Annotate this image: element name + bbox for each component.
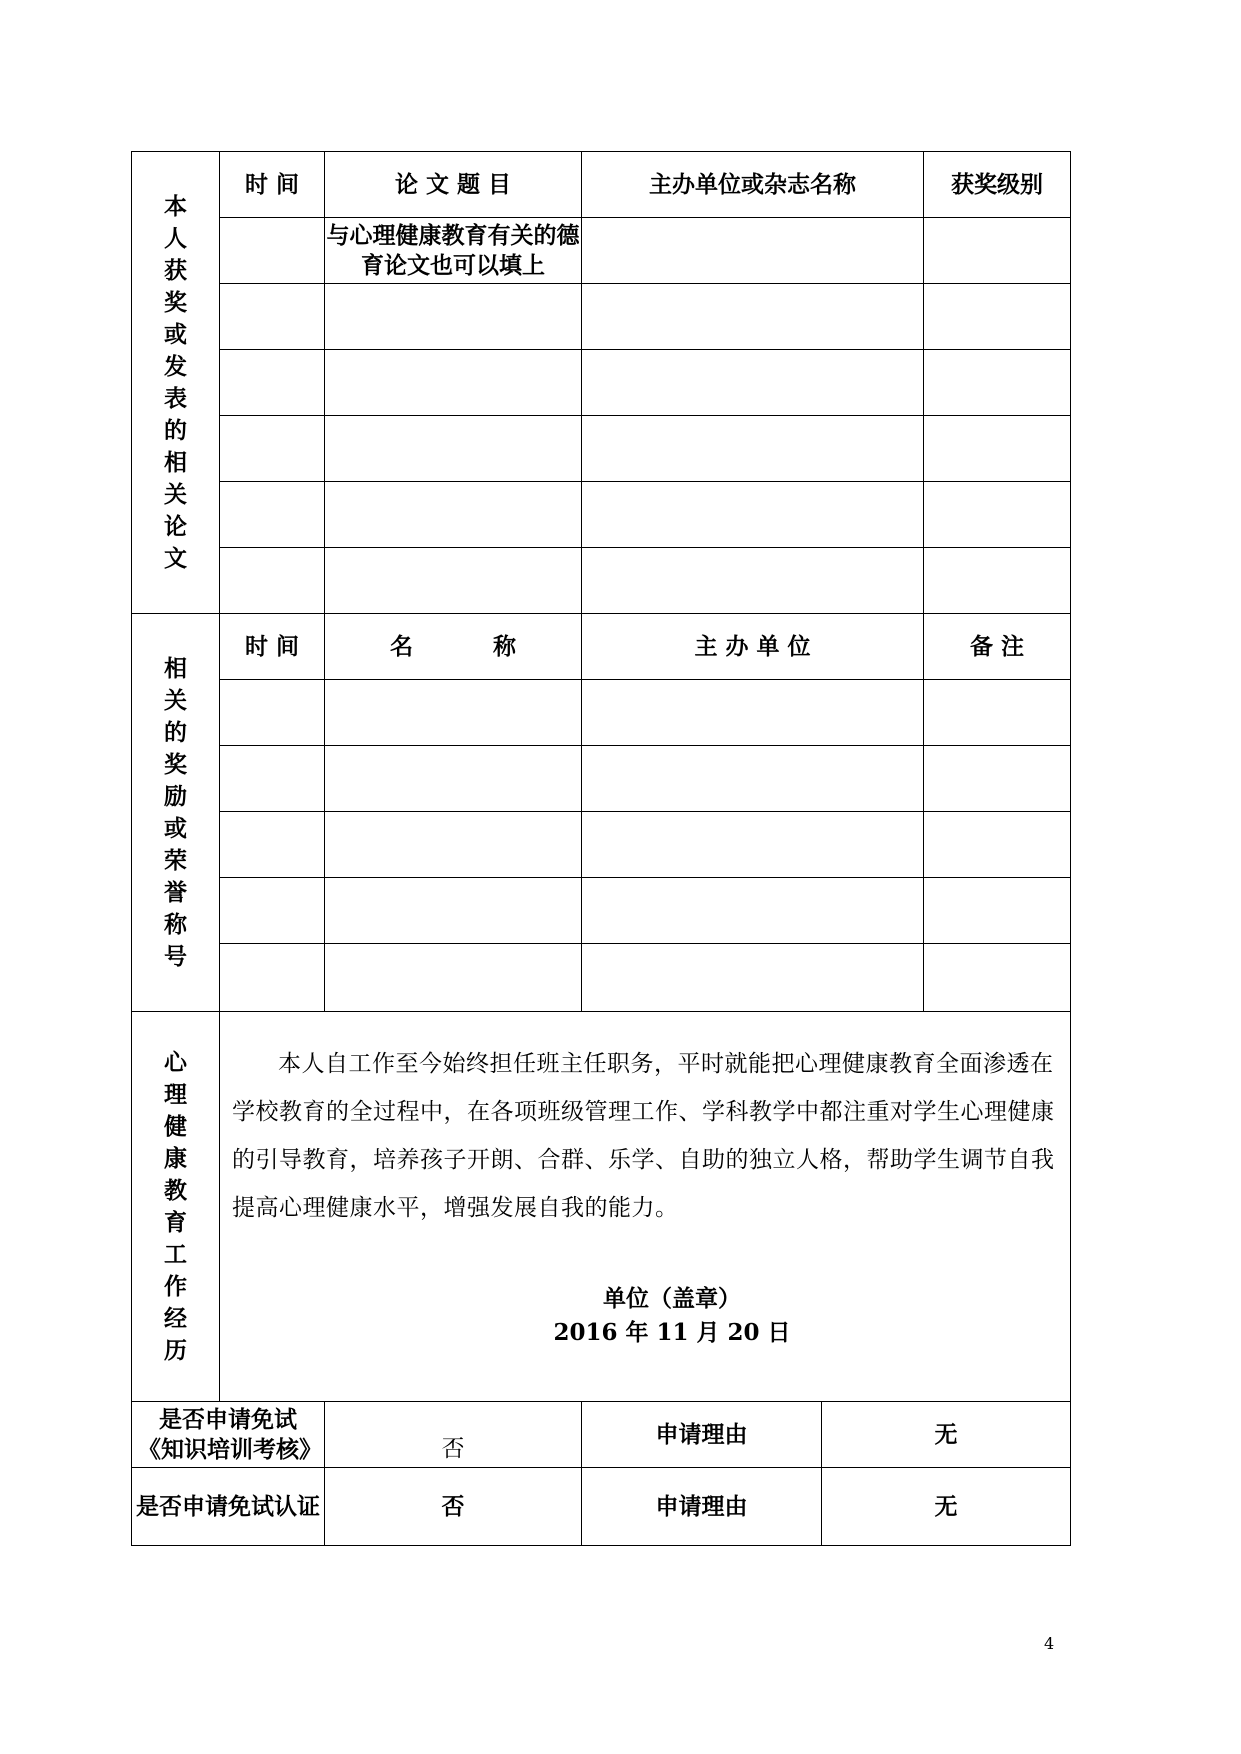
papers-cell-time[interactable] bbox=[220, 350, 325, 416]
honors-cell-organizer[interactable] bbox=[582, 680, 924, 746]
papers-row bbox=[132, 350, 1071, 416]
exemption-reason-certification[interactable]: 无 bbox=[822, 1468, 1071, 1546]
exemption-reason-label-certification: 申请理由 bbox=[582, 1468, 822, 1546]
honors-cell-name[interactable] bbox=[325, 878, 582, 944]
papers-cell-award-level[interactable] bbox=[924, 482, 1071, 548]
experience-side-label-cell bbox=[132, 1012, 220, 1402]
honors-row bbox=[132, 944, 1071, 1012]
page-number: 4 bbox=[1044, 1634, 1055, 1653]
papers-cell-organizer[interactable] bbox=[582, 548, 924, 614]
honors-cell-name[interactable] bbox=[325, 944, 582, 1012]
honors-row bbox=[132, 746, 1071, 812]
honors-side-label-cell bbox=[132, 614, 220, 1012]
papers-cell-time[interactable] bbox=[220, 482, 325, 548]
honors-header-organizer: 主 办 单 位 bbox=[582, 614, 924, 680]
experience-side-label: 心理健康教育工作经历 bbox=[164, 1048, 187, 1364]
papers-cell-organizer[interactable] bbox=[582, 284, 924, 350]
honors-cell-time[interactable] bbox=[220, 878, 325, 944]
honors-cell-organizer[interactable] bbox=[582, 878, 924, 944]
honors-cell-organizer[interactable] bbox=[582, 812, 924, 878]
papers-cell-time[interactable] bbox=[220, 284, 325, 350]
papers-cell-title[interactable] bbox=[325, 416, 582, 482]
signature-date: 2016 年 11 月 20 日 bbox=[553, 1319, 791, 1346]
exemption-row-certification bbox=[132, 1468, 1071, 1546]
exemption-question-certification: 是否申请免试认证 bbox=[132, 1468, 325, 1546]
papers-cell-time[interactable] bbox=[220, 548, 325, 614]
exemption-row-training bbox=[132, 1402, 1071, 1468]
papers-row bbox=[132, 218, 1071, 284]
papers-header-organizer: 主办单位或杂志名称 bbox=[582, 152, 924, 218]
papers-cell-title[interactable] bbox=[325, 284, 582, 350]
papers-header-time: 时 间 bbox=[220, 152, 325, 218]
honors-cell-time[interactable] bbox=[220, 746, 325, 812]
honors-cell-name[interactable] bbox=[325, 680, 582, 746]
papers-cell-award-level[interactable] bbox=[924, 416, 1071, 482]
honors-cell-remarks[interactable] bbox=[924, 680, 1071, 746]
exemption-reason-label-training: 申请理由 bbox=[582, 1402, 822, 1468]
papers-cell-title[interactable] bbox=[325, 350, 582, 416]
honors-header-time: 时 间 bbox=[220, 614, 325, 680]
experience-row bbox=[132, 1012, 1071, 1402]
honors-cell-name[interactable] bbox=[325, 812, 582, 878]
honors-cell-time[interactable] bbox=[220, 680, 325, 746]
unit-stamp-label: 单位（盖章） bbox=[603, 1285, 741, 1312]
honors-cell-organizer[interactable] bbox=[582, 746, 924, 812]
honors-header-remarks: 备 注 bbox=[924, 614, 1071, 680]
papers-cell-organizer[interactable] bbox=[582, 350, 924, 416]
exemption-question-training: 是否申请免试《知识培训考核》 bbox=[132, 1402, 325, 1468]
honors-cell-time[interactable] bbox=[220, 944, 325, 1012]
papers-cell-award-level[interactable] bbox=[924, 350, 1071, 416]
papers-header-title: 论 文 题 目 bbox=[325, 152, 582, 218]
honors-cell-remarks[interactable] bbox=[924, 944, 1071, 1012]
papers-cell-award-level[interactable] bbox=[924, 284, 1071, 350]
papers-row bbox=[132, 284, 1071, 350]
experience-content-cell[interactable] bbox=[220, 1012, 1071, 1402]
papers-cell-award-level[interactable] bbox=[924, 548, 1071, 614]
signature-block bbox=[522, 1282, 822, 1350]
papers-cell-title[interactable] bbox=[325, 482, 582, 548]
papers-cell-title[interactable] bbox=[325, 548, 582, 614]
honors-cell-remarks[interactable] bbox=[924, 746, 1071, 812]
honors-header-name: 名 称 bbox=[325, 614, 582, 680]
papers-cell-organizer[interactable] bbox=[582, 482, 924, 548]
papers-row bbox=[132, 548, 1071, 614]
application-form-table bbox=[131, 151, 1071, 1546]
papers-cell-award-level[interactable] bbox=[924, 218, 1071, 284]
papers-row bbox=[132, 416, 1071, 482]
papers-cell-organizer[interactable] bbox=[582, 218, 924, 284]
honors-cell-organizer[interactable] bbox=[582, 944, 924, 1012]
honors-header-row bbox=[132, 614, 1071, 680]
papers-row bbox=[132, 482, 1071, 548]
honors-cell-name[interactable] bbox=[325, 746, 582, 812]
exemption-reason-training[interactable]: 无 bbox=[822, 1402, 1071, 1468]
papers-header-award-level: 获奖级别 bbox=[924, 152, 1071, 218]
papers-cell-organizer[interactable] bbox=[582, 416, 924, 482]
honors-row bbox=[132, 878, 1071, 944]
honors-cell-time[interactable] bbox=[220, 812, 325, 878]
exemption-answer-certification[interactable]: 否 bbox=[325, 1468, 582, 1546]
papers-cell-time[interactable] bbox=[220, 218, 325, 284]
honors-row bbox=[132, 812, 1071, 878]
papers-header-row bbox=[132, 152, 1071, 218]
papers-cell-time[interactable] bbox=[220, 416, 325, 482]
exemption-answer-training[interactable]: 否 bbox=[325, 1402, 582, 1468]
honors-cell-remarks[interactable] bbox=[924, 878, 1071, 944]
honors-cell-remarks[interactable] bbox=[924, 812, 1071, 878]
papers-side-label: 本人获奖或发表的相关论文 bbox=[164, 192, 187, 572]
experience-text: 本人自工作至今始终担任班主任职务，平时就能把心理健康教育全面渗透在学校教育的全过程中，在各项班级管理工作、学科教学中都注重对学生心理健康的引导教育，培养孩子开朗、合群、乐学、自助的独立人格，帮助学生调节自我提高心理健康水平，增强发展自我的能力。 bbox=[232, 1051, 1055, 1221]
papers-side-label-cell bbox=[132, 152, 220, 614]
honors-side-label: 相关的奖励或荣誉称号 bbox=[164, 654, 187, 970]
papers-cell-title[interactable]: 与心理健康教育有关的德育论文也可以填上 bbox=[325, 218, 582, 284]
honors-row bbox=[132, 680, 1071, 746]
